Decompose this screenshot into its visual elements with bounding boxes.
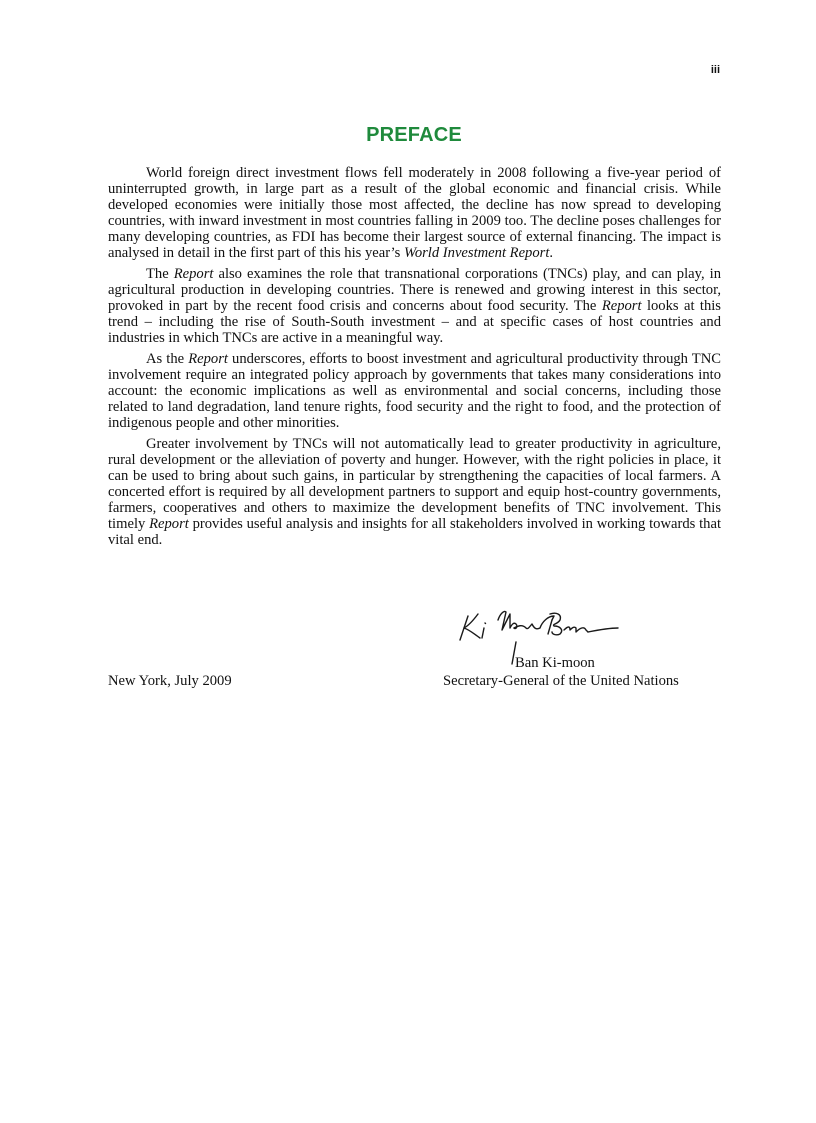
- place-and-date: New York, July 2009: [108, 673, 232, 689]
- paragraph-2-text-a: The: [146, 265, 174, 282]
- paragraph-1: [108, 165, 721, 262]
- paragraph-2-text-c: looks at this trend – including the rise of South-South investment – and at specific cases of host countries and industries in which TNCs are active in a meaningful way.: [108, 298, 721, 347]
- paragraph-2: [108, 266, 721, 346]
- paragraph-4-text-b: provides useful analysis and insights for all stakeholders involved in working towards that vital end.: [108, 516, 721, 549]
- page-title: PREFACE: [366, 124, 462, 146]
- paragraph-2-text-b: also examines the role that transnational corporations (TNCs) play, and can play, in agricultural production in developing countries. There is renewed and growing interest in this sector, provoked in part by the recent food crisis and concerns about food security. The: [108, 265, 721, 315]
- paragraph-3-text-a: As the: [146, 350, 189, 367]
- signatory-name: Ban Ki-moon: [515, 655, 595, 671]
- paragraph-3-report-italic: Report: [188, 350, 228, 367]
- paragraph-1-text: World foreign direct investment flows fell moderately in 2008 following a five-year period of uninterrupted growth, in large part as a result of the global economic and financial crisis. While developed economies were initially those most affected, the decline has now spread to developing countries, with inward investment in most countries falling in 2009 too. The decline poses challenges for many developing countries, as FDI has become their largest source of external financing. The impact is analysed in detail in the first part of this his year’s: [108, 165, 721, 262]
- paragraph-2-report-italic-b: Report: [601, 298, 642, 315]
- paragraph-1-end: .: [549, 245, 554, 262]
- signatory-position: Secretary-General of the United Nations: [443, 673, 679, 689]
- preface-body: [108, 165, 721, 553]
- paragraph-4-text-a: Greater involvement by TNCs will not automatically lead to greater productivity in agriculture, rural development or the alleviation of poverty and hunger. However, with the right policies in place, it can be used to bring about such gains, in particular by strengthening the capacities of local farmers. A concerted effort is required by all development partners to support and equip host-country governments, farmers, cooperatives and others to maximize the development benefits of TNC involvement. This timely: [108, 435, 721, 533]
- paragraph-2-report-italic-a: Report: [173, 265, 214, 282]
- paragraph-3-text-b: underscores, efforts to boost investment and agricultural productivity through TNC involvement require an integrated policy approach by governments that takes many considerations into account: the economic implications as well as environmental and social concerns, including those related to land degradation, land tenure rights, food security and the right to food, and the protection of indigenous people and other minorities.: [108, 350, 721, 432]
- paragraph-4-report-italic: Report: [149, 516, 189, 533]
- paragraph-1-title-italic: World Investment Report: [404, 245, 550, 262]
- paragraph-3: [108, 351, 721, 431]
- page-number: iii: [710, 64, 720, 76]
- paragraph-4: [108, 436, 721, 549]
